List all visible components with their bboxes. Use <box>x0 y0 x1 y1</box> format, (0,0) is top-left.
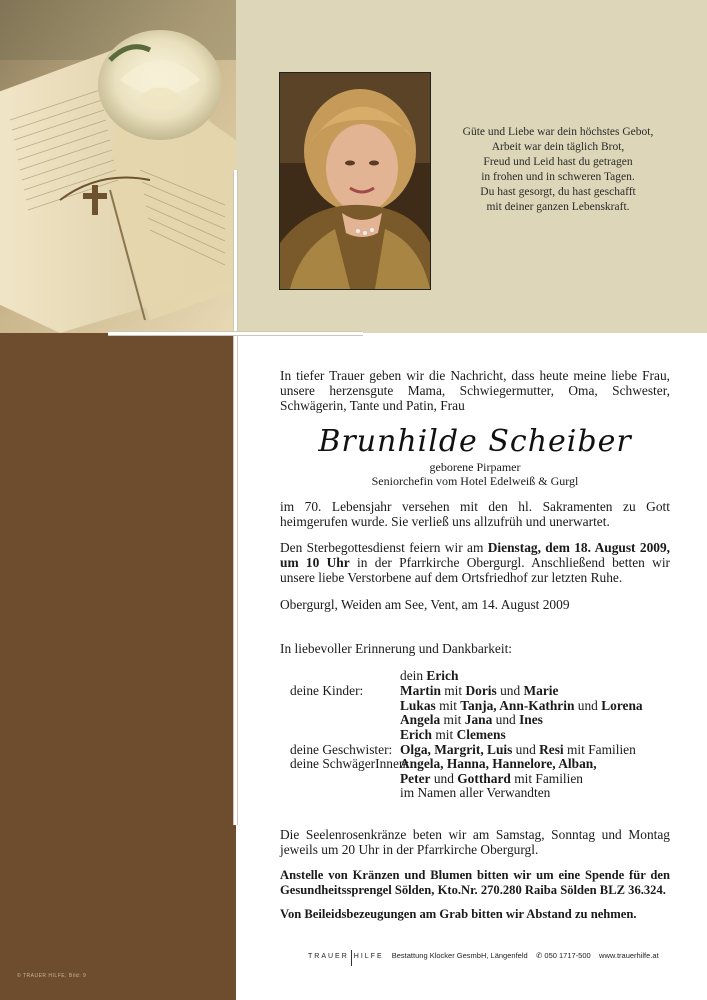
service-post: in der Pfarrkirche Obergurgl. Anschließend betten wir unsere liebe Verstorbene auf dem Ortsfriedhof zur letzten Ruhe. <box>280 555 670 585</box>
remembrance-line: In liebevoller Erinnerung und Dankbarkeit: <box>280 641 513 656</box>
death-paragraph: im 70. Lebensjahr versehen mit den hl. Sakramenten zu Gott heimgerufen wurde. Sie verließ uns allzufrüh und unerwartet. <box>280 499 670 529</box>
left-brown-band <box>0 333 236 1000</box>
maiden-name: geborene Pirpamer <box>429 460 521 474</box>
child-line: Angela mit Jana und Ines <box>400 712 543 727</box>
place-date: Obergurgl, Weiden am See, Vent, am 14. August 2009 <box>280 597 570 612</box>
poem <box>446 125 670 215</box>
poem-line: Du hast gesorgt, du hast geschafft <box>480 186 636 198</box>
cross-vertical-bar <box>233 170 238 825</box>
footer-phone: 050 1717-500 <box>544 951 591 960</box>
phone-icon: ✆ <box>536 951 543 960</box>
service-pre: Den Sterbegottesdienst feiern wir am <box>280 540 484 555</box>
cross-logo-icon <box>351 950 352 966</box>
service-time: um 10 Uhr <box>280 555 350 570</box>
portrait-photo <box>279 72 431 290</box>
rosary-paragraph: Die Seelenrosenkränze beten wir am Samstag, Sonntag und Montag jeweils um 20 Uhr in der Pfarrkirche Obergurgl. <box>280 827 670 857</box>
deceased-role: Seniorchefin vom Hotel Edelweiß & Gurgl <box>371 474 579 488</box>
poem-line: mit deiner ganzen Lebenskraft. <box>486 201 630 213</box>
condolence-line: Von Beileidsbezeugungen am Grab bitten wir Abstand zu nehmen. <box>280 907 637 921</box>
husband-line: dein Erich <box>400 668 459 683</box>
poem-line: Arbeit war dein täglich Brot, <box>491 141 625 153</box>
bible-rose-photo <box>0 0 236 333</box>
footer <box>308 950 659 966</box>
siblings-line: Olga, Margrit, Luis und Resi mit Familien <box>400 742 636 757</box>
relatives-line: im Namen aller Verwandten <box>400 785 551 800</box>
poem-line: in frohen und in schweren Tagen. <box>481 171 635 183</box>
donation-paragraph: Anstelle von Kränzen und Blumen bitten wir um eine Spende für den Gesundheitssprengel Sölden, Kto.Nr. 270.280 Raiba Sölden BLZ 36.324. <box>280 868 670 897</box>
child-line: Erich mit Clemens <box>400 727 506 742</box>
inlaws-label: deine SchwägerInnen: <box>290 756 410 771</box>
service-paragraph <box>280 540 670 585</box>
children-label: deine Kinder: <box>290 683 364 698</box>
poem-line: Freud und Leid hast du getragen <box>483 156 633 168</box>
deceased-name: Brunhilde Scheiber <box>318 424 632 459</box>
footer-web[interactable]: www.trauerhilfe.at <box>599 951 659 960</box>
intro-paragraph: In tiefer Trauer geben wir die Nachricht, dass heute meine liebe Frau, unsere herzensgute Mama, Schwiegermutter, Oma, Schwester, Schwägerin, Tante und Patin, Frau <box>280 368 670 413</box>
footer-company: Bestattung Klocker GesmbH, Längenfeld <box>391 951 528 960</box>
poem-line: Güte und Liebe war dein höchstes Gebot, <box>462 126 654 138</box>
cross-horizontal-bar <box>108 331 363 336</box>
copyright-note: © TRAUER HILFE, Bild: 9 <box>17 973 87 979</box>
trauerhilfe-logo: TRAUER HILFE <box>308 953 388 960</box>
service-date: Dienstag, dem 18. August 2009, <box>487 540 670 555</box>
child-line: Lukas mit Tanja, Ann-Kathrin und Lorena <box>400 698 643 713</box>
child-line: Martin mit Doris und Marie <box>400 683 559 698</box>
inlaws-line: Angela, Hanna, Hannelore, Alban, <box>400 756 597 771</box>
inlaws-line: Peter und Gotthard mit Familien <box>400 771 584 786</box>
siblings-label: deine Geschwister: <box>290 742 393 757</box>
